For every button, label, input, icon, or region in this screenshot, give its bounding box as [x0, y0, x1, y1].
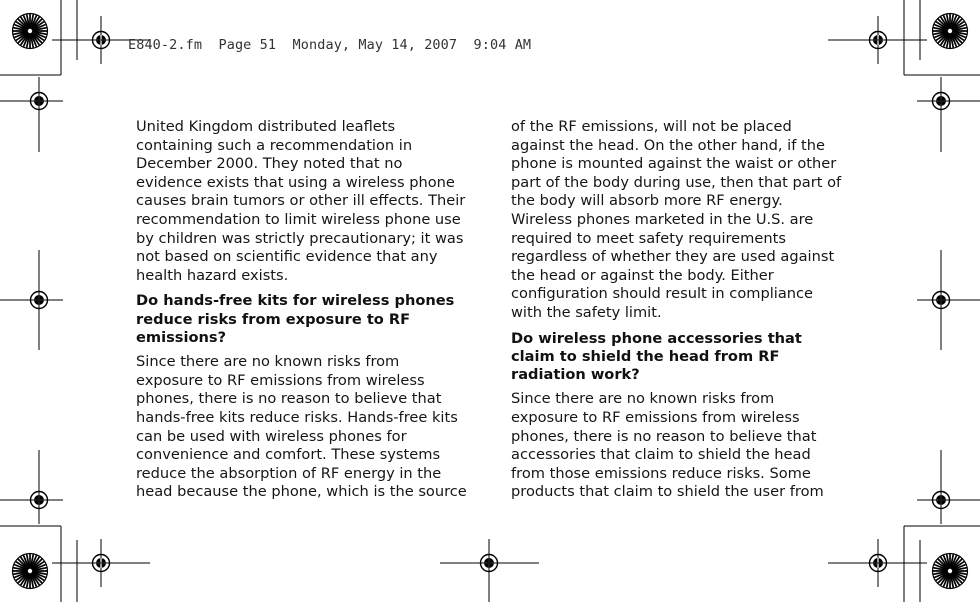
- body-paragraph: United Kingdom distributed leaflets containing such a recommendation in December 2000. They noted that no evidence exists that using a wireless phone causes brain tumors or other ill effects. Their recommendation to limit wireless phone use by children was strictly precautionary; it was not based on scientific evidence that any health hazard exists.: [136, 118, 466, 284]
- body-paragraph: Since there are no known risks from exposure to RF emissions from wireless phones, there is no reason to believe that hands-free kits reduce risks. Hands-free kits can be used with wireless phones for convenience and comfort. These systems reduce the absorption of RF energy in the head because the phone, which is the source: [136, 353, 467, 501]
- starburst-circle-icon: [13, 14, 48, 49]
- body-paragraph: Since there are no known risks from exposure to RF emissions from wireless phones, there is no reason to believe that accessories that claim to shield the head from those emissions reduce risks. Some products that claim to shield the user from: [511, 390, 824, 501]
- question-heading: Do wireless phone accessories that claim to shield the head from RF radiation work?: [511, 329, 802, 384]
- question-heading: Do hands-free kits for wireless phones reduce risks from exposure to RF emissions?: [136, 292, 455, 346]
- running-head: E840-2.fm Page 51 Monday, May 14, 2007 9:04 AM: [128, 37, 532, 53]
- starburst-circle-icon: [933, 554, 968, 589]
- starburst-circle-icon: [13, 554, 48, 589]
- right-column: [511, 118, 844, 509]
- left-column: [136, 118, 469, 509]
- starburst-circle-icon: [933, 14, 968, 49]
- body-paragraph: of the RF emissions, will not be placed against the head. On the other hand, if the phone is mounted against the waist or other part of the body during use, then that part of the body will absorb more RF energy. Wireless phones marketed in the U.S. are required to meet safety requirements regardless of whether they are used against the head or against the body. Either configuration should result in compliance with the safety limit.: [511, 118, 842, 321]
